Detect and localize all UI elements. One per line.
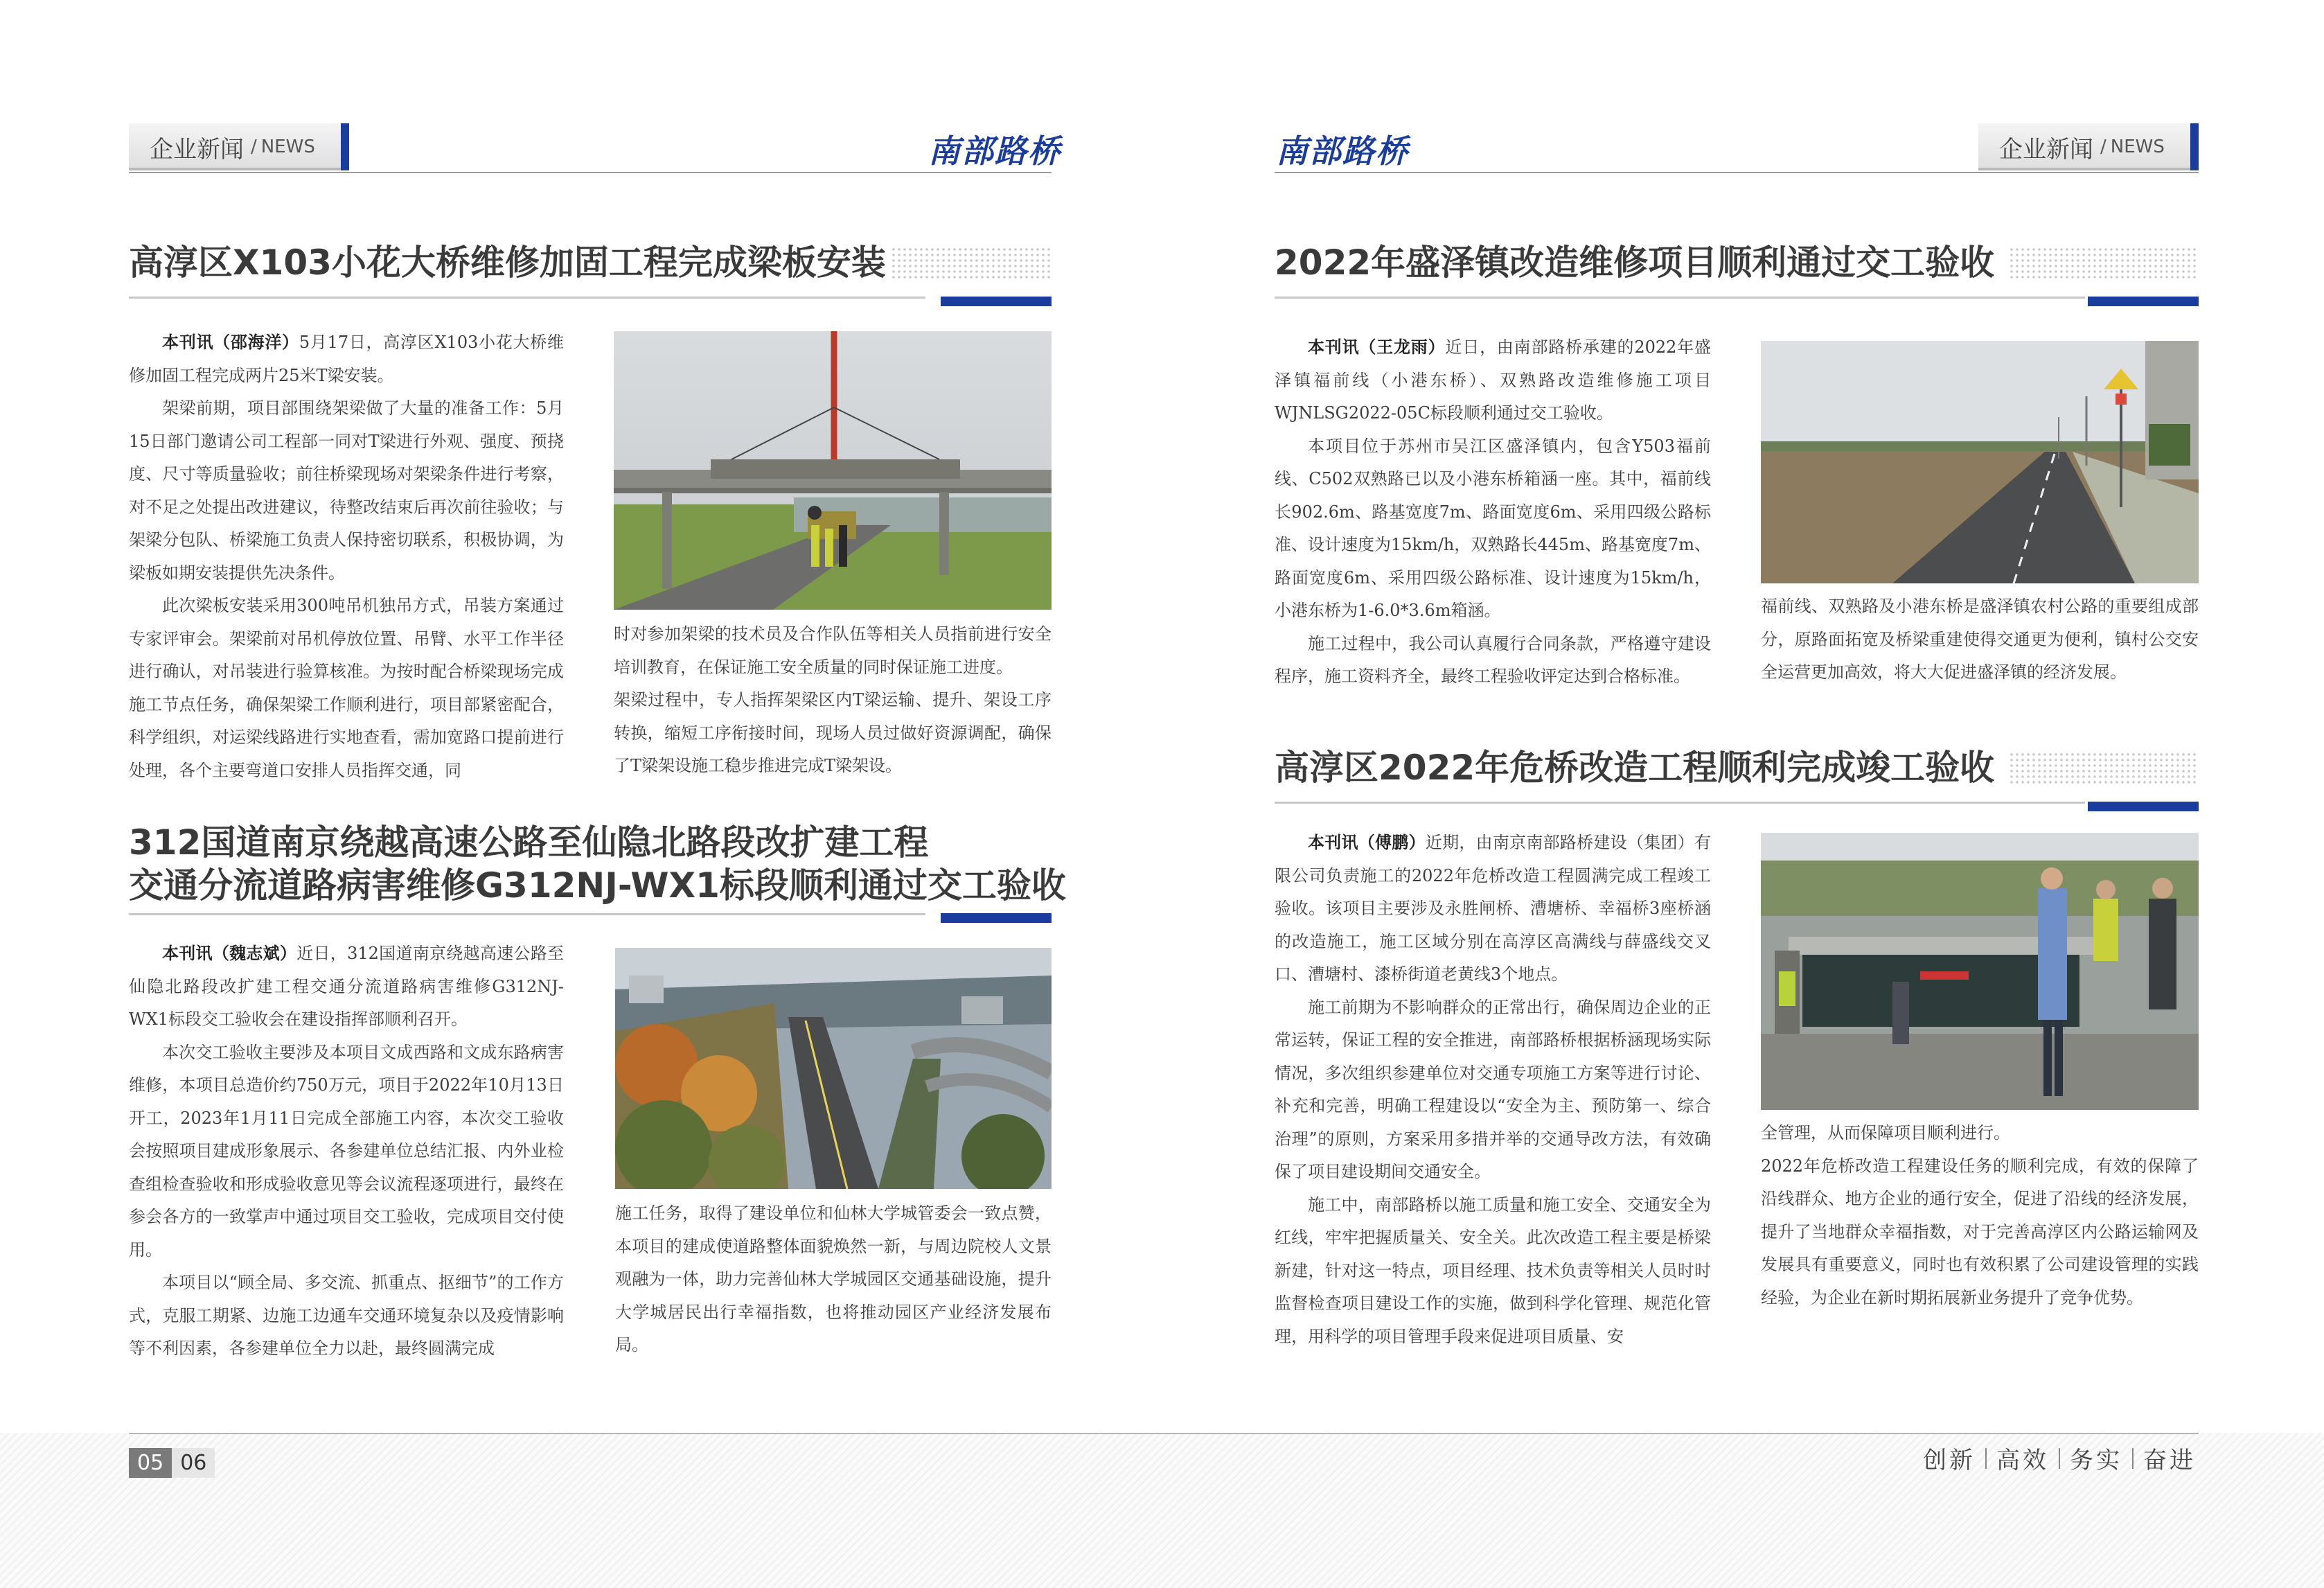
paragraph [1275,330,1711,430]
section-tab-en: NEWS [2110,136,2165,157]
rural-road-photo [1761,341,2199,583]
slogan-word: 高效 [1996,1447,2049,1474]
paragraph-text: 架梁过程中，专人指挥架梁区内T梁运输、提升、架设工序转换，缩短工序衔接时间，现场人员过做好资源调配，确保了T梁架设施工稳步推进完成T梁架设。 [614,690,1052,775]
paragraph [129,590,564,787]
page-numbers [129,1448,215,1478]
paragraph-text: 本次交工验收主要涉及本项目文成西路和文成东路病害维修，本项目总造价约750万元，项目于2022年10月13日开工，2023年1月11日完成全部施工内容，本次交工验收会按照项目建成形象展示、各参建单位总结汇报、内外业检查组检查验收和形成验收意见等会议流程逐项进行，最终在参会各方的一致掌声中通过项目交工验收，完成项目交付使用。 [129,1042,564,1260]
byline: 本刊讯（王龙雨） [1308,337,1446,357]
paragraph [614,684,1052,783]
article2-column1 [129,937,564,1366]
article4-column1 [1275,826,1711,1353]
paragraph-text: 近日，由南部路桥承建的2022年盛泽镇福前线（小港东桥）、双熟路改造维修施工项目WJNLSG2022-05C标段顺利通过交工验收。 [1275,337,1712,423]
article1-column1 [129,326,564,787]
paragraph [1761,590,2199,689]
paragraph [129,392,564,590]
article1-column2 [614,618,1052,783]
slogan [1923,1441,2196,1475]
article4-title: 高淳区2022年危桥改造工程顺利完成竣工验收 [1275,748,1995,788]
paragraph [1761,1150,2199,1315]
paragraph-text: 施工中，南部路桥以施工质量和施工安全、交通安全为红线，牢牢把握质量关、安全关。此次改造工程主要是桥梁新建，针对这一特点，项目经理、技术负责等相关人员时时监督检查项目建设工作的实施，做到科学化管理、规范化管理，用科学的项目管理手段来促进项目质量、安 [1275,1194,1711,1346]
title-dots [891,247,1052,279]
paragraph [615,1197,1052,1362]
paragraph [1275,826,1711,991]
paragraph-text: 5月17日，高淳区X103小花大桥维修加固工程完成两片25米T梁安装。 [129,333,564,385]
page-number-left: 05 [129,1448,172,1478]
paragraph [129,326,564,392]
aerial-road-photo [615,948,1052,1189]
paragraph-text: 近期，由南京南部路桥建设（集团）有限公司负责施工的2022年危桥改造工程圆满完成工程竣工验收。该项目主要涉及永胜闸桥、漕塘桥、幸福桥3座桥涵的改造施工，施工区域分别在高淳区高满线与薛盛线交叉口、漕塘村、漆桥街道老黄线3个地点。 [1275,833,1712,984]
paragraph-text: 架梁前期，项目部围绕架梁做了大量的准备工作：5月15日部门邀请公司工程部一同对T梁进行外观、强度、预挠度、尺寸等质量验收；前往桥梁现场对架梁条件进行考察，对不足之处提出改进建议，待整改结束后再次前往验收；与架梁分包队、桥梁施工负责人保持密切联系，积极协调，为梁板如期安装提供先决条件。 [129,398,564,583]
header-rule-right [1275,172,2199,173]
paragraph [1275,628,1711,694]
section-tab-left [129,123,349,170]
section-tab-sep: / [2100,136,2106,157]
footer-rule [129,1433,2199,1434]
article4-column2 [1761,1117,2199,1314]
paragraph [129,937,564,1036]
slogan-word: 奋进 [2143,1447,2196,1474]
article3-title: 2022年盛泽镇改造维修项目顺利通过交工验收 [1275,242,1995,283]
article3-column2 [1761,590,2199,689]
byline: 本刊讯（邵海洋） [162,332,299,352]
paragraph-text: 近日，312国道南京绕越高速公路至仙隐北路段改扩建工程交通分流道路病害维修G312NJ-WX1标段交工验收会在建设指挥部顺利召开。 [129,944,564,1029]
section-tab-sep: / [251,136,257,157]
slogan-word: 务实 [2070,1447,2122,1474]
byline: 本刊讯（傅鹏） [1308,832,1426,852]
article1-title: 高淳区X103小花大桥维修加固工程完成梁板安装 [129,242,886,283]
title-accent-bar [941,913,1052,923]
brand-logo-left: 南部路桥 [928,132,1061,170]
slogan-divider [1985,1448,1987,1469]
title-dots [2009,752,2199,784]
title-accent-bar [2088,297,2199,306]
page-number-right: 06 [172,1448,215,1478]
title-dots [2009,247,2199,279]
paragraph-text: 福前线、双熟路及小港东桥是盛泽镇农村公路的重要组成部分，原路面拓宽及桥梁重建使得交通更为便利，镇村公交安全运营更加高效，将大大促进盛泽镇的经济发展。 [1761,597,2199,682]
title-underline [1275,297,2085,299]
article2-column2 [615,1197,1052,1362]
slogan-divider [2059,1448,2060,1469]
article3-column1 [1275,330,1711,694]
paragraph [1275,430,1711,628]
title-underline [1275,802,2085,804]
paragraph-text: 本项目以“顾全局、多交流、抓重点、抠细节”的工作方式，克服工期紧、边施工边通车交通环境复杂以及疫情影响等不利因素，各参建单位全力以赴，最终圆满完成 [129,1273,564,1358]
paragraph [1275,1189,1711,1354]
paragraph [614,618,1052,684]
paragraph [1275,991,1711,1189]
section-tab-cn: 企业新闻 [150,135,244,164]
paragraph-text: 施工过程中，我公司认真履行合同条款，严格遵守建设程序，施工资料齐全，最终工程验收评定达到合格标准。 [1275,633,1711,686]
article2-title-line2: 交通分流道路病害维修G312NJ-WX1标段顺利通过交工验收 [129,865,1066,906]
section-tab-right [1978,123,2199,170]
brand-logo-right: 南部路桥 [1276,132,1409,170]
paragraph-text: 全管理，从而保障项目顺利进行。 [1761,1123,2010,1143]
paragraph-text: 本项目位于苏州市吴江区盛泽镇内，包含Y503福前线、C502双熟路已以及小港东桥箱涵一座。其中，福前线长902.6m、路基宽度7m、路面宽度6m、采用四级公路标准、设计速度为15km/h，双熟路长445m、路基宽度7m、路面宽度6m、采用四级公路标准、设计速度为15km/h，小港东桥为1-6.0*3.6m箱涵。 [1275,436,1711,620]
crane-beam-photo [614,331,1052,610]
section-tab-en: NEWS [260,136,315,157]
byline: 本刊讯（魏志斌） [162,943,297,963]
title-accent-bar [941,297,1052,306]
header-rule-left [129,172,1052,173]
article2-title-line1: 312国道南京绕越高速公路至仙隐北路段改扩建工程 [129,822,929,863]
slogan-word: 创新 [1923,1447,1976,1474]
paragraph [129,1036,564,1267]
paragraph-text: 时对参加架梁的技术员及合作队伍等相关人员指前进行安全培训教育，在保证施工安全质量的同时保证施工进度。 [614,624,1052,677]
title-underline [129,297,925,299]
slogan-divider [2132,1448,2134,1469]
title-underline [129,913,925,915]
paragraph [1761,1117,2199,1150]
section-tab-cn: 企业新闻 [1999,135,2093,164]
paragraph-text: 此次梁板安装采用300吨吊机独吊方式，吊装方案通过专家评审会。架梁前对吊机停放位置、吊臂、水平工作半径进行确认，对吊装进行验算核准。为按时配合桥梁现场完成施工节点任务，确保架梁工作顺利进行，项目部紧密配合，科学组织，对运梁线路进行实地查看，需加宽路口提前进行处理，各个主要弯道口安排人员指挥交通，同 [129,596,564,780]
title-accent-bar [2088,802,2199,811]
paragraph [129,1267,564,1366]
paragraph-text: 施工任务，取得了建设单位和仙林大学城管委会一致点赞，本项目的建成使道路整体面貌焕然一新，与周边院校人文景观融为一体，助力完善仙林大学城园区交通基础设施，提升大学城居民出行幸福指数，也将推动园区产业经济发展布局。 [615,1203,1052,1355]
paragraph-text: 施工前期为不影响群众的正常出行，确保周边企业的正常运转，保证工程的安全推进，南部路桥根据桥涵现场实际情况，多次组织参建单位对交通专项施工方案等进行讨论、补充和完善，明确工程建设以“安全为主、预防第一、综合治理”的原则，方案采用多措并举的交通导改方法，有效确保了项目建设期间交通安全。 [1275,997,1711,1181]
bridge-inspection-photo [1761,833,2199,1110]
paragraph-text: 2022年危桥改造工程建设任务的顺利完成，有效的保障了沿线群众、地方企业的通行安全，促进了沿线的经济发展，提升了当地群众幸福指数，对于完善高淳区内公路运输网及发展具有重要意义，同时也有效积累了公司建设管理的实践经验，为企业在新时期拓展新业务提升了竞争优势。 [1761,1156,2199,1307]
